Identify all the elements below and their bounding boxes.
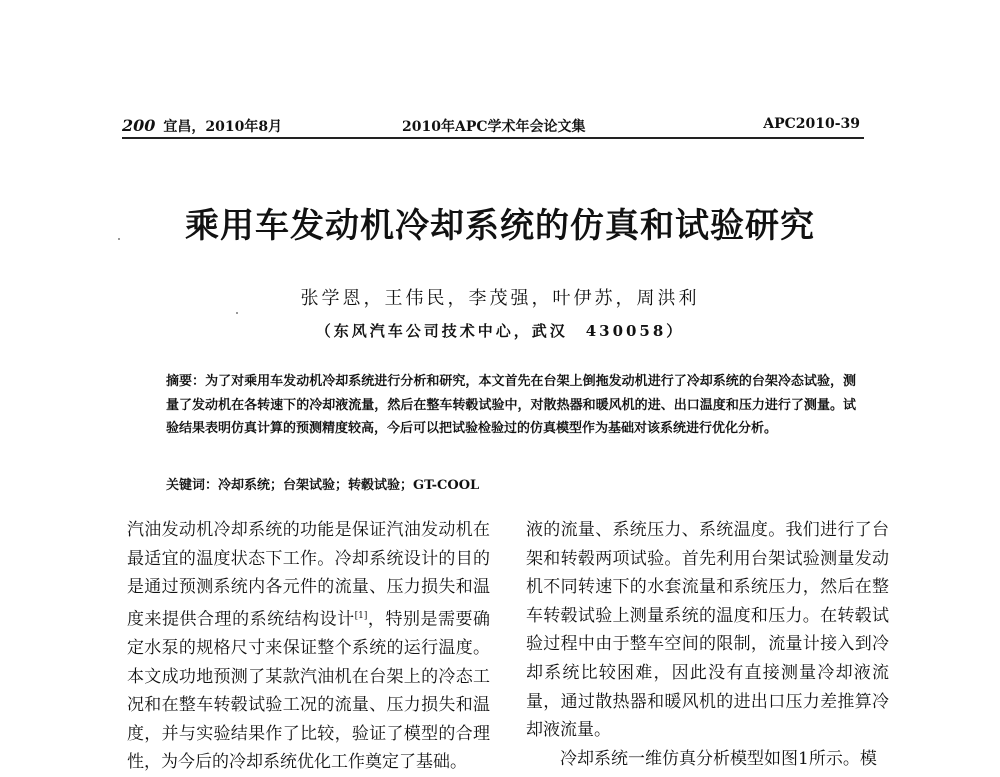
abstract-label: 摘要：: [166, 374, 206, 389]
header-rule: [122, 137, 864, 139]
keywords: [166, 474, 856, 493]
abstract: [166, 370, 856, 441]
body-paragraph: 液的流量、系统压力、系统温度。我们进行了台架和转毂两项试验。首先利用台架试验测量发动机不同转速下的水套流量和系统压力，然后在整车转毂试验上测量系统的温度和压力。在转毂试验过程中由于整车空间的限制，流量计接入到冷却系统比较困难，因此没有直接测量冷却液流量，通过散热器和暖风机的进出口压力差推算冷却液流量。: [526, 520, 889, 741]
body-paragraph: 冷却系统一维仿真分析模型如图1所示。模: [560, 748, 877, 769]
page-number: 200: [122, 116, 156, 135]
header-paper-id: APC2010-39: [763, 116, 860, 132]
body-text: ，特别是需要确定水泵的规格尺寸来保证整个系统的运行温度。本文成功地预测了某款汽油机在台架上的冷态工况和在整车转毂试验工况的流量、压力损失和温度，并与实验结果作了比较，验证了模型的合理性，为今后的冷却系统优化工作奠定了基础。: [127, 609, 491, 773]
header-location-date: 宜昌，2010年8月: [163, 119, 283, 135]
header-left: [122, 116, 282, 136]
body-column-right: [526, 516, 889, 773]
keywords-label: 关键词：: [166, 478, 219, 493]
keywords-text: 冷却系统；台架试验；转毂试验；GT-COOL: [218, 478, 480, 493]
body-text: 汽油发动机冷却系统的功能是保证汽油发动机在最适宜的温度状态下工作。冷却系统设计的目的是通过预测系统内各元件的流量、压力损失和温度来提供合理的系统结构设计: [127, 520, 490, 630]
scan-speck: [236, 312, 238, 314]
header-proceedings-title: 2010年APC学术年会论文集: [402, 119, 586, 135]
abstract-text: 为了对乘用车发动机冷却系统进行分析和研究，本文首先在台架上倒拖发动机进行了冷却系统的台架冷态试验，测量了发动机在各转速下的冷却液流量，然后在整车转毂试验中，对散热器和暖风机的进、出口温度和压力进行了测量。试验结果表明仿真计算的预测精度较高，今后可以把试验检验过的仿真模型作为基础对该系统进行优化分析。: [166, 374, 856, 437]
affiliation: （东风汽车公司技术中心，武汉 430058）: [315, 322, 685, 340]
author-list: 张学恩，王伟民，李茂强，叶伊苏，周洪利: [300, 288, 700, 309]
citation-ref: [1]: [354, 610, 368, 621]
running-header: [122, 116, 860, 138]
body-paragraph: [127, 516, 490, 777]
body-column-left: [127, 516, 490, 777]
paper-title: 乘用车发动机冷却系统的仿真和试验研究: [185, 206, 815, 246]
